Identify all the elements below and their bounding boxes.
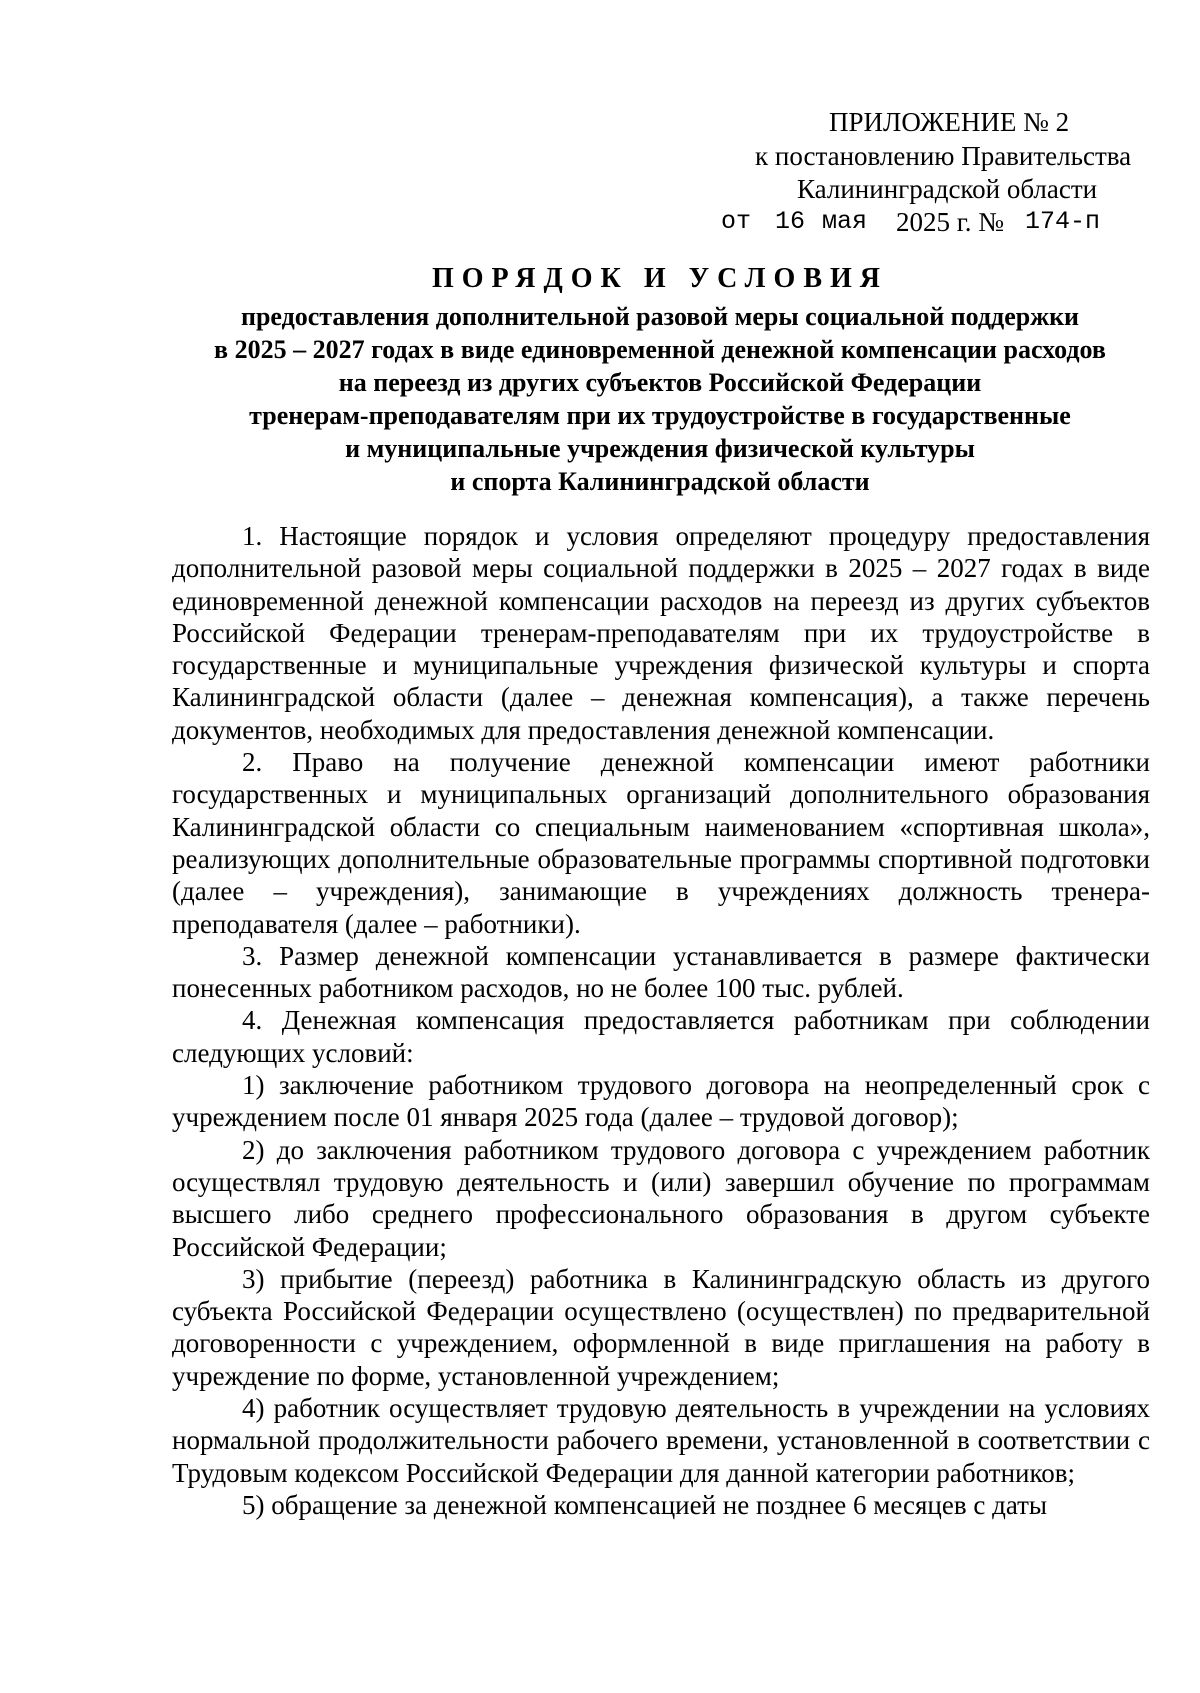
appendix-header [0, 0, 1200, 240]
title-line: на переезд из других субъектов Российской Федерации [338, 368, 982, 397]
appendix-to-decree: к постановлению Правительства [755, 141, 1132, 171]
document-title [170, 262, 1150, 498]
title-line: и муниципальные учреждения физической культуры [345, 434, 975, 463]
condition-4: 4) работник осуществляет трудовую деятельность в учреждении на условиях нормальной продолжительности рабочего времени, установленной в соответствии с Трудовым кодексом Российской Федерации для данной категории работников; [172, 1393, 1150, 1488]
title-line: и спорта Калининградской области [450, 467, 870, 496]
appendix-date-prefix: от [721, 207, 752, 236]
appendix-date-day: 16 [775, 207, 806, 236]
title-line: тренерам-преподавателям при их трудоустройстве в государственные [249, 401, 1071, 430]
condition-5: 5) обращение за денежной компенсацией не позднее 6 месяцев с даты [242, 1489, 1048, 1520]
condition-1: 1) заключение работником трудового договора на неопределенный срок с учреждением после 01 января 2025 года (далее – трудовой договор); [172, 1070, 1150, 1133]
condition-2: 2) до заключения работником трудового договора с учреждением работник осуществлял трудовую деятельность и (или) завершил обучение по программам высшего либо среднего профессионального образования в другом субъекте Российской Федерации; [172, 1134, 1150, 1262]
title-main: ПОРЯДОК И УСЛОВИЯ [431, 263, 888, 294]
appendix-decree-number: 174-п [1025, 207, 1101, 236]
paragraph-2: 2. Право на получение денежной компенсации имеют работники государственных и муниципальных организаций дополнительного образования Калининградской области со специальным наименованием «спортивная школа», реализующих дополнительные образовательные программы спортивной подготовки (далее – учреждения), занимающие в учреждениях должность тренера-преподавателя (далее – работники). [172, 747, 1150, 939]
paragraph-1: 1. Настоящие порядок и условия определяют процедуру предоставления дополнительной разовой меры социальной поддержки в 2025 – 2027 годах в виде единовременной денежной компенсации расходов на переезд из других субъектов Российской Федерации тренерам-преподавателям при их трудоустройстве в государственные и муниципальные учреждения физической культуры и спорта Калининградской области (далее – денежная компенсация), а также перечень документов, необходимых для предоставления денежной компенсации. [172, 521, 1150, 745]
paragraph-3: 3. Размер денежной компенсации устанавливается в размере фактически понесенных работником расходов, но не более 100 тыс. рублей. [172, 940, 1150, 1004]
appendix-date-month: мая [822, 207, 868, 236]
title-line: в 2025 – 2027 годах в виде единовременной денежной компенсации расходов [214, 335, 1106, 364]
document-body [172, 520, 1150, 1521]
title-line: предоставления дополнительной разовой меры социальной поддержки [240, 302, 1080, 331]
appendix-number: ПРИЛОЖЕНИЕ № 2 [829, 107, 1070, 137]
paragraph-4: 4. Денежная компенсация предоставляется работникам при соблюдении следующих условий: [172, 1005, 1150, 1068]
appendix-date-year: 2025 г. № [896, 207, 1005, 237]
condition-3: 3) прибытие (переезд) работника в Калининградскую область из другого субъекта Российской Федерации осуществлено (осуществлен) по предварительной договоренности с учреждением, оформленной в виде приглашения на работу в учреждение по форме, установленной учреждением; [172, 1263, 1150, 1391]
appendix-region: Калининградской области [797, 174, 1098, 204]
